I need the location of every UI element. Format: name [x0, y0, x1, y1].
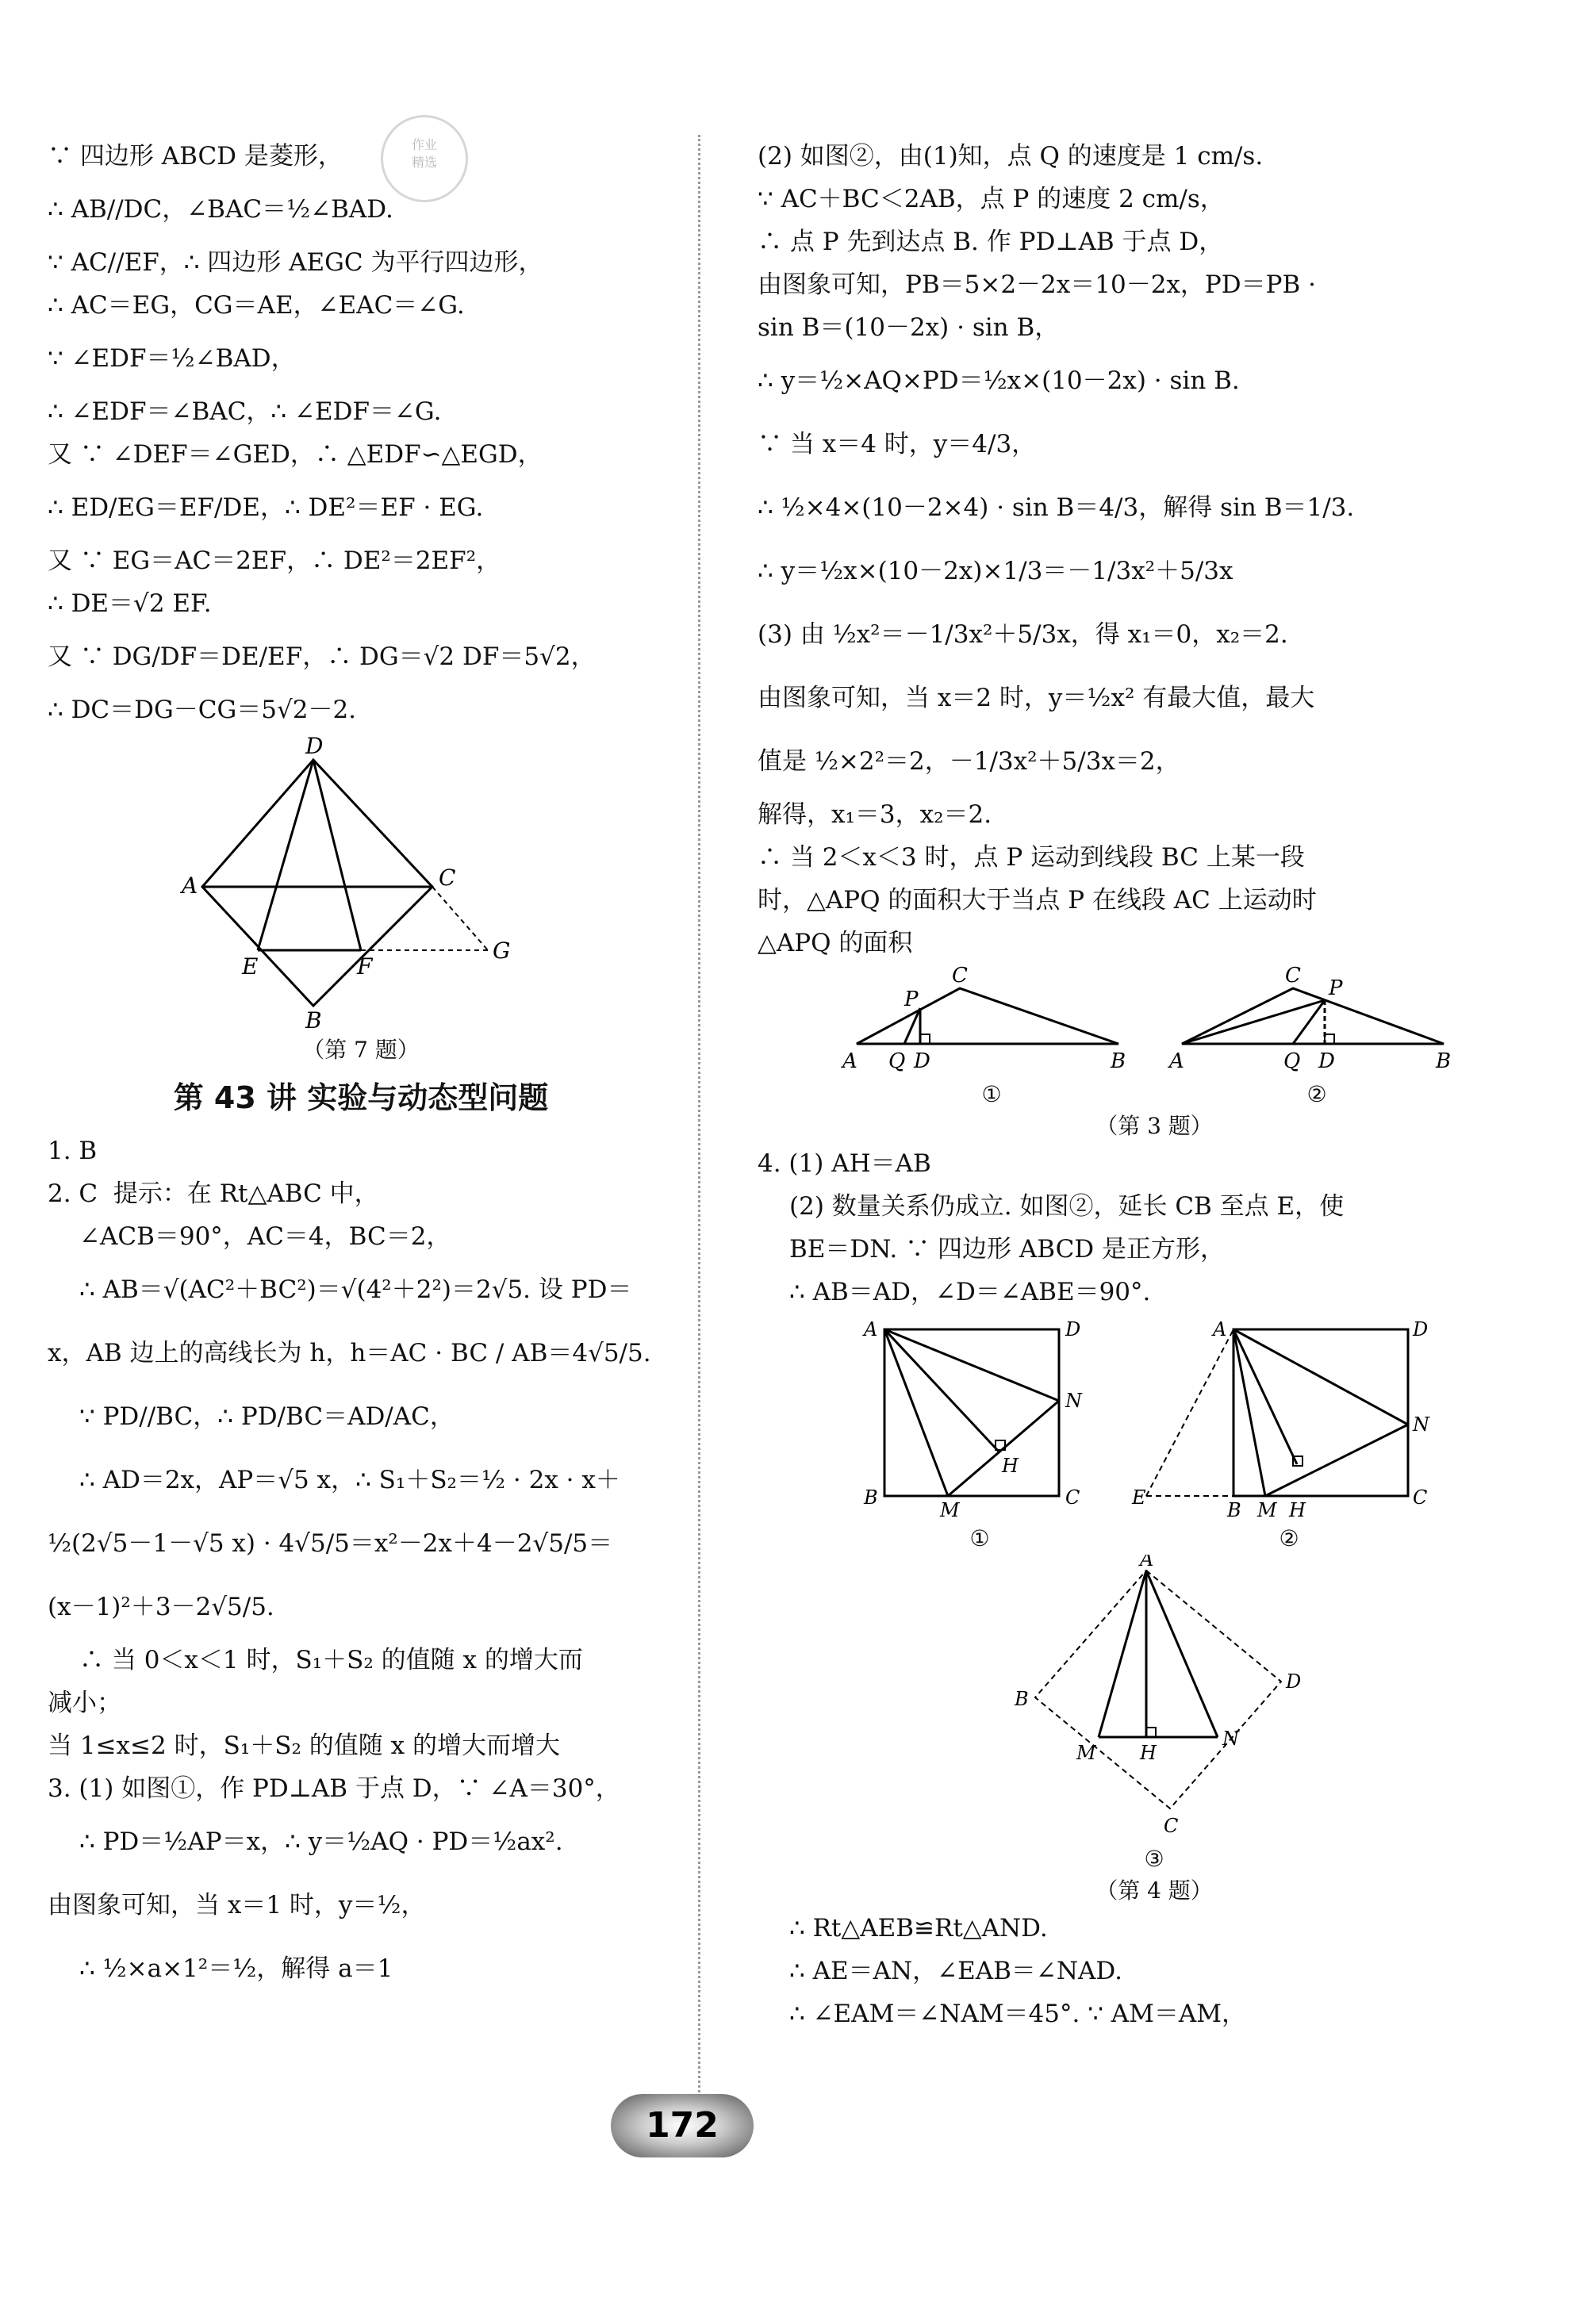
text-line: ∴ AB//DC，∠BAC＝½∠BAD.	[48, 195, 393, 224]
svg-text:C: C	[1065, 1486, 1080, 1509]
svg-text:F: F	[357, 953, 373, 980]
figure-4-3	[988, 1555, 1321, 1840]
svg-text:D: D	[305, 736, 324, 759]
svg-text:C: C	[1164, 1815, 1179, 1837]
svg-text:A: A	[842, 1049, 857, 1073]
text-line: 减小；	[48, 1689, 121, 1717]
svg-text:A: A	[182, 873, 198, 899]
svg-text:N: N	[1413, 1413, 1429, 1436]
figure-3-2	[1166, 965, 1467, 1076]
svg-text:A: A	[1140, 1555, 1154, 1571]
svg-text:E: E	[242, 953, 259, 980]
text-line: △APQ 的面积	[758, 929, 913, 957]
text-line: ∴ AE＝AN，∠EAB＝∠NAD.	[789, 1957, 1122, 1985]
figure-4-label-1: ①	[969, 1525, 990, 1551]
svg-text:P: P	[904, 988, 919, 1011]
svg-text:G: G	[493, 938, 511, 964]
text-line: ∴ ∠EAM＝∠NAM＝45°. ∵ AM＝AM，	[789, 2000, 1247, 2028]
text-line: ∵ PD//BC，∴ PD/BC＝AD/AC，	[79, 1402, 455, 1431]
text-line: ∴ Rt△AEB≌Rt△AND.	[789, 1914, 1048, 1943]
text-line: ∴ ½×4×(10－2×4) · sin B＝4/3，解得 sin B＝1/3.	[758, 493, 1355, 522]
text-line: ∴ AD＝2x，AP＝√5 x，∴ S₁＋S₂＝½ · 2x · x＋	[79, 1466, 620, 1494]
text-line: ∴ AB＝AD，∠D＝∠ABE＝90°.	[789, 1278, 1151, 1306]
text-line: (x－1)²＋3－2√5/5.	[48, 1593, 274, 1621]
text-line: ∵ AC//EF，∴ 四边形 AEGC 为平行四边形，	[48, 248, 543, 277]
svg-text:M: M	[1076, 1742, 1096, 1764]
text-line: ∴ DC＝DG－CG＝5√2－2.	[48, 696, 357, 724]
figure-3-label-2: ②	[1306, 1081, 1327, 1107]
svg-text:D: D	[1413, 1318, 1429, 1340]
svg-text:A: A	[1213, 1318, 1227, 1340]
svg-text:B: B	[305, 1007, 322, 1030]
svg-text:D: D	[1065, 1318, 1081, 1340]
text-line: x，AB 边上的高线长为 h，h＝AC · BC / AB＝4√5/5.	[48, 1339, 651, 1367]
text-line: ∴ y＝½x×(10－2x)×1/3＝－1/3x²＋5/3x	[758, 557, 1233, 585]
svg-text:C: C	[439, 865, 456, 891]
svg-text:N: N	[1065, 1390, 1082, 1412]
text-line: 4. (1) AH＝AB	[758, 1149, 931, 1178]
section-heading: 第 43 讲 实验与动态型问题	[173, 1080, 549, 1115]
text-line: 1. B	[48, 1137, 98, 1165]
text-line: ∴ 点 P 先到达点 B. 作 PD⊥AB 于点 D，	[758, 228, 1224, 256]
figure-3-group	[758, 965, 1551, 1110]
text-line: ∵ 当 x＝4 时，y＝4/3，	[758, 430, 1037, 458]
text-line: (2) 如图②，由(1)知，点 Q 的速度是 1 cm/s.	[758, 142, 1264, 171]
text-line: 又 ∵ ∠DEF＝∠GED，∴ △EDF∽△EGD，	[48, 440, 543, 469]
svg-text:D: D	[1318, 1049, 1335, 1073]
figure-4-caption: （第 4 题）	[1095, 1877, 1213, 1904]
svg-text:A: A	[1169, 1049, 1184, 1073]
svg-text:M: M	[1257, 1499, 1277, 1520]
text-line: 又 ∵ EG＝AC＝2EF，∴ DE²＝2EF²，	[48, 547, 501, 575]
text-line: 由图象可知，当 x＝1 时，y＝½，	[48, 1891, 426, 1920]
text-line: ∵ 四边形 ABCD 是菱形，	[48, 142, 343, 171]
figure-3-1	[841, 965, 1142, 1076]
text-line: 由图象可知，当 x＝2 时，y＝½x² 有最大值，最大	[758, 684, 1315, 712]
figure-3-label-1: ①	[981, 1081, 1002, 1107]
figure-4-2	[1130, 1314, 1448, 1520]
svg-text:H: H	[1002, 1455, 1019, 1477]
figure-3-caption: （第 3 题）	[1095, 1113, 1213, 1139]
svg-text:M: M	[940, 1499, 960, 1520]
text-line: ∵ AC＋BC＜2AB，点 P 的速度 2 cm/s，	[758, 185, 1225, 213]
text-line: ∴ ½×a×1²＝½，解得 a＝1	[79, 1954, 393, 1983]
svg-text:C: C	[1285, 965, 1301, 988]
text-line: ∴ DE＝√2 EF.	[48, 589, 212, 618]
stamp-text-2: 精选	[411, 155, 437, 170]
text-line: 时，△APQ 的面积大于当点 P 在线段 AC 上运动时	[758, 886, 1317, 915]
text-line: ∠ACB＝90°，AC＝4，BC＝2，	[79, 1222, 451, 1251]
svg-text:C: C	[1413, 1486, 1428, 1509]
column-divider	[698, 135, 700, 2102]
text-line: (3) 由 ½x²＝－1/3x²＋5/3x，得 x₁＝0，x₂＝2.	[758, 620, 1288, 649]
svg-text:D: D	[1286, 1670, 1302, 1693]
text-line: ∴ ∠EDF＝∠BAC，∴ ∠EDF＝∠G.	[48, 397, 442, 426]
svg-text:B: B	[1111, 1049, 1126, 1073]
svg-text:B: B	[864, 1486, 878, 1509]
text-line: ∴ ED/EG＝EF/DE，∴ DE²＝EF · EG.	[48, 493, 484, 522]
svg-text:E: E	[1132, 1486, 1146, 1509]
text-line: 2. C 提示：在 Rt△ABC 中，	[48, 1179, 379, 1208]
svg-text:D: D	[914, 1049, 930, 1073]
text-line: ∴ AB＝√(AC²＋BC²)＝√(4²＋2²)＝2√5. 设 PD＝	[79, 1275, 632, 1304]
text-line: (2) 数量关系仍成立. 如图②，延长 CB 至点 E，使	[789, 1192, 1345, 1221]
figure-4-top	[758, 1314, 1551, 1555]
text-line: ∴ PD＝½AP＝x，∴ y＝½AQ · PD＝½ax².	[79, 1828, 563, 1856]
figure-4-bottom	[758, 1555, 1551, 1875]
svg-text:H: H	[1289, 1499, 1306, 1520]
page-number: 172	[611, 2094, 754, 2157]
svg-text:C: C	[952, 965, 968, 988]
text-line: 又 ∵ DG/DF＝DE/EF，∴ DG＝√2 DF＝5√2，	[48, 642, 596, 671]
figure-7-caption: （第 7 题）	[302, 1037, 420, 1063]
text-line: sin B＝(10－2x) · sin B，	[758, 313, 1060, 342]
text-line: ∴ 当 2＜x＜3 时，点 P 运动到线段 BC 上某一段	[758, 843, 1305, 872]
svg-text:H: H	[1140, 1742, 1157, 1764]
text-line: 由图象可知，PB＝5×2－2x＝10－2x，PD＝PB ·	[758, 270, 1316, 299]
left-column	[48, 135, 674, 2000]
text-line: ½(2√5－1－√5 x) · 4√5/5＝x²－2x＋4－2√5/5＝	[48, 1529, 613, 1558]
svg-text:B: B	[1227, 1499, 1241, 1520]
figure-4-label-2: ②	[1279, 1525, 1299, 1551]
svg-text:A: A	[864, 1318, 878, 1340]
text-line: ∴ y＝½×AQ×PD＝½x×(10－2x) · sin B.	[758, 366, 1240, 395]
text-line: BE＝DN. ∵ 四边形 ABCD 是正方形，	[789, 1235, 1225, 1264]
text-line: ∵ ∠EDF＝½∠BAD，	[48, 344, 296, 373]
text-line: 3. (1) 如图①，作 PD⊥AB 于点 D，∵ ∠A＝30°，	[48, 1774, 620, 1803]
text-line: ∴ AC＝EG，CG＝AE，∠EAC＝∠G.	[48, 291, 465, 320]
text-line: 解得，x₁＝3，x₂＝2.	[758, 800, 992, 829]
figure-4-label-3: ③	[1144, 1846, 1164, 1872]
figure-4-1	[861, 1314, 1099, 1520]
text-line: 值是 ½×2²＝2，－1/3x²＋5/3x＝2，	[758, 747, 1180, 776]
right-column	[758, 135, 1551, 2035]
svg-text:P: P	[1329, 976, 1343, 1000]
text-line: ∴ 当 0＜x＜1 时，S₁＋S₂ 的值随 x 的增大而	[79, 1646, 583, 1674]
svg-text:N: N	[1222, 1728, 1239, 1750]
svg-text:Q: Q	[1283, 1049, 1301, 1073]
svg-text:B: B	[1436, 1049, 1452, 1073]
svg-text:Q: Q	[888, 1049, 906, 1073]
svg-text:B: B	[1015, 1688, 1029, 1710]
figure-7-rhombus	[178, 736, 543, 1030]
text-line: 当 1≤x≤2 时，S₁＋S₂ 的值随 x 的增大而增大	[48, 1732, 560, 1760]
stamp-text-1: 作业	[411, 137, 437, 152]
